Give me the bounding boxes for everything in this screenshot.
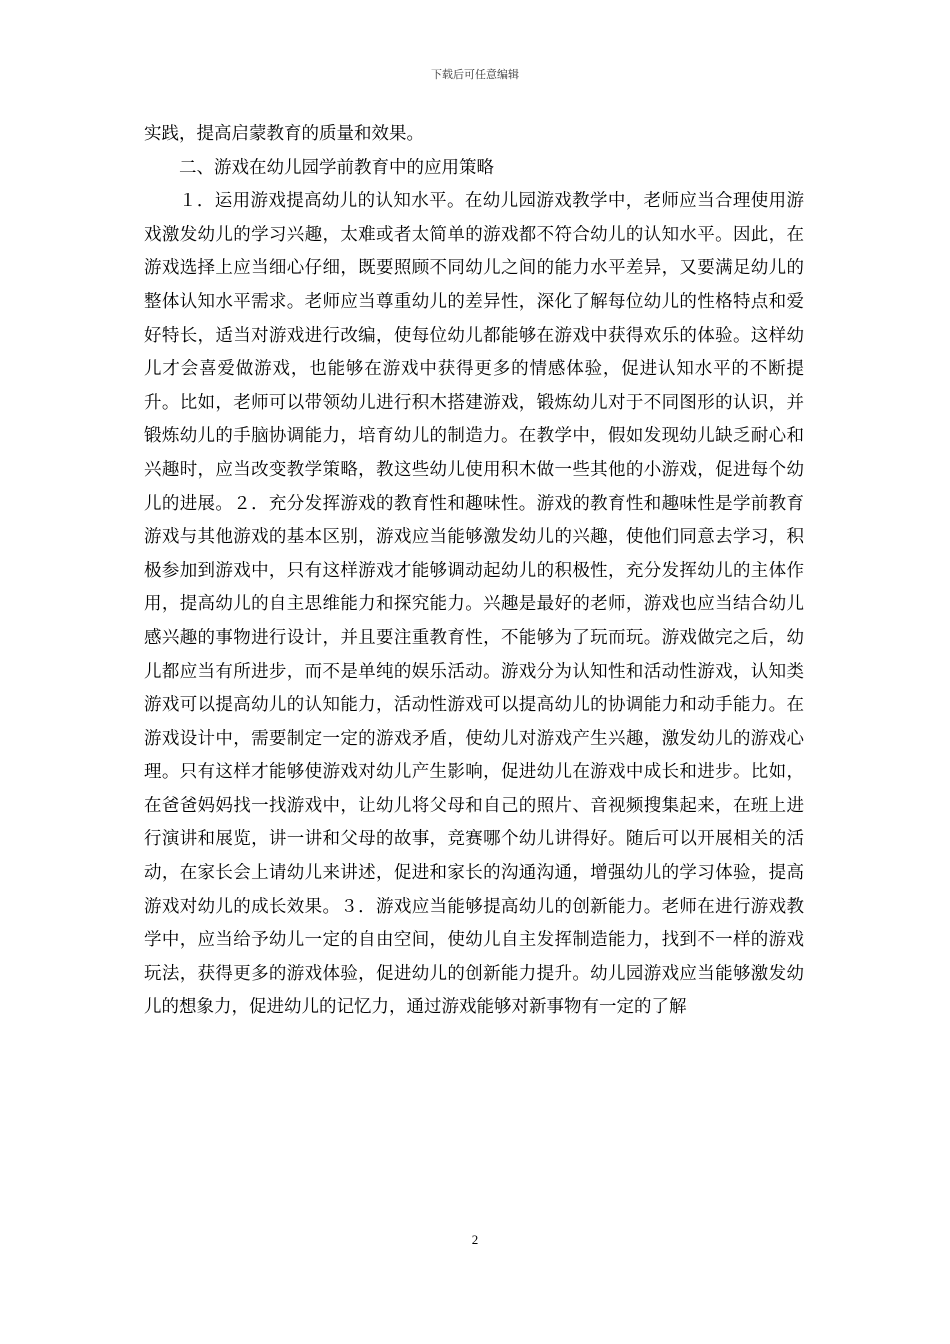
page-number: 2 [471,1232,479,1247]
paragraph-continuation: 实践，提高启蒙教育的质量和效果。 [144,124,424,144]
section-heading: 二、游戏在幼儿园学前教育中的应用策略 [179,157,494,178]
paragraph-strategies: １．运用游戏提高幼儿的认知水平。在幼儿园游戏教学中，老师应当合理使用游戏激发幼儿的学习兴趣，太难或者太简单的游戏都不符合幼儿的认知水平。因此，在游戏选择上应当细心仔细，既要照顾不同幼儿之间的能力水平差异，又要满足幼儿的整体认知水平需求。老师应当尊重幼儿的差异性，深化了解每位幼儿的性格特点和爱好特长，适当对游戏进行改编，使每位幼儿都能够在游戏中获得欢乐的体验。这样幼儿才会喜爱做游戏，也能够在游戏中获得更多的情感体验，促进认知水平的不断提升。比如，老师可以带领幼儿进行积木搭建游戏，锻炼幼儿对于不同图形的认识，并锻炼幼儿的手脑协调能力，培育幼儿的制造力。在教学中，假如发现幼儿缺乏耐心和兴趣时，应当改变教学策略，教这些幼儿使用积木做一些其他的小游戏，促进每个幼儿的进展。２．充分发挥游戏的教育性和趣味性。游戏的教育性和趣味性是学前教育游戏与其他游戏的基本区别，游戏应当能够激发幼儿的兴趣，使他们同意去学习，积极参加到游戏中，只有这样游戏才能够调动起幼儿的积极性，充分发挥幼儿的主体作用，提高幼儿的自主思维能力和探究能力。兴趣是最好的老师，游戏也应当结合幼儿感兴趣的事物进行设计，并且要注重教育性，不能够为了玩而玩。游戏做完之后，幼儿都应当有所进步，而不是单纯的娱乐活动。游戏分为认知性和活动性游戏，认知类游戏可以提高幼儿的认知能力，活动性游戏可以提高幼儿的协调能力和动手能力。在游戏设计中，需要制定一定的游戏矛盾，使幼儿对游戏产生兴趣，激发幼儿的游戏心理。只有这样才能够使游戏对幼儿产生影响，促进幼儿在游戏中成长和进步。比如，在爸爸妈妈找一找游戏中，让幼儿将父母和自己的照片、音视频搜集起来，在班上进行演讲和展览，讲一讲和父母的故事，竞赛哪个幼儿讲得好。随后可以开展相关的活动，在家长会上请幼儿来讲述，促进和家长的沟通沟通，增强幼儿的学习体验，提高游戏对幼儿的成长效果。３．游戏应当能够提高幼儿的创新能力。老师在进行游戏教学中，应当给予幼儿一定的自由空间，使幼儿自主发挥制造能力，找到不一样的游戏玩法，获得更多的游戏体验，促进幼儿的创新能力提升。幼儿园游戏应当能够激发幼儿的想象力，促进幼儿的记忆力，通过游戏能够对新事物有一定的了解 [144,191,804,1018]
document-body [144,118,804,1025]
page-header: 下载后可任意编辑 [431,68,519,81]
